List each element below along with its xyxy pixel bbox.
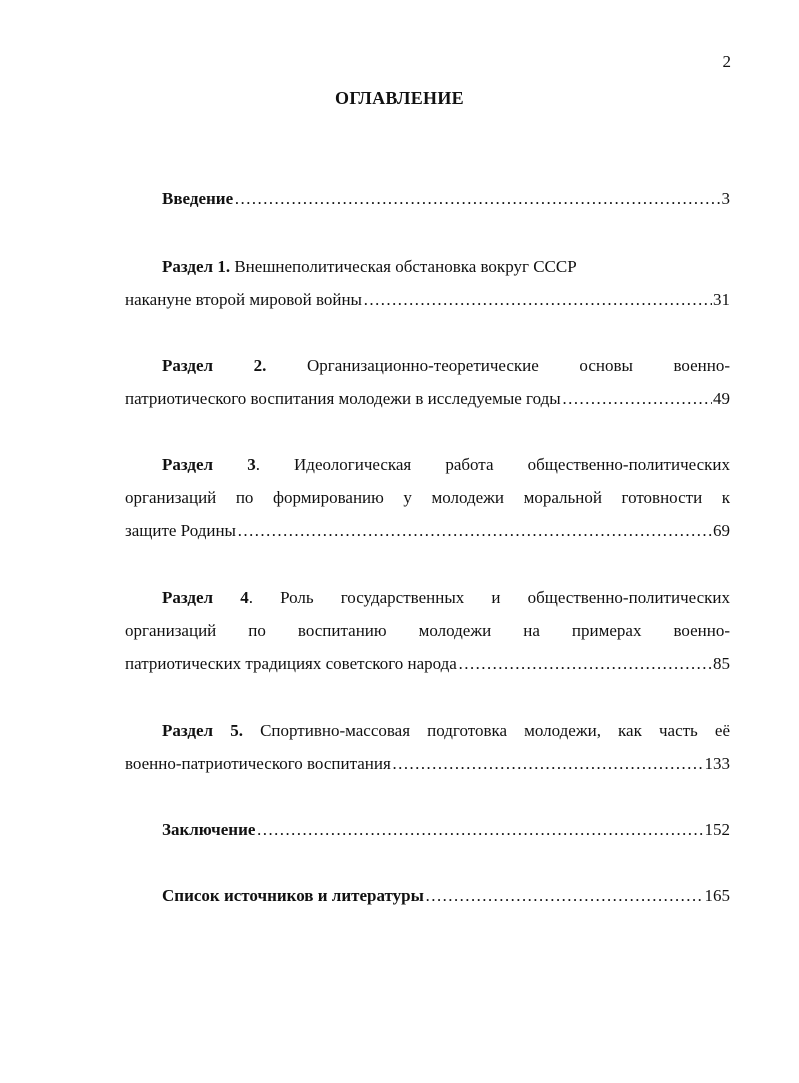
toc-label: Заключение: [162, 820, 256, 839]
toc-label: Введение: [162, 189, 234, 208]
toc-entry-section-4[interactable]: [125, 581, 730, 680]
page-number: 2: [722, 52, 731, 71]
toc-text: военно-: [673, 356, 731, 375]
toc-entry-section-5[interactable]: [125, 714, 730, 780]
dot-leader: [234, 182, 720, 215]
toc-text: основы: [579, 356, 633, 375]
toc-page: 165: [704, 886, 730, 905]
toc-page: 152: [704, 820, 730, 839]
toc-entry-section-2[interactable]: [125, 349, 730, 415]
toc-entry-section-1[interactable]: [125, 250, 730, 316]
toc-text: накануне второй мировой войны: [125, 290, 362, 309]
toc-section-head: Раздел: [162, 356, 214, 375]
toc-section-head: Раздел 5.: [162, 721, 243, 740]
toc-section-head: Раздел: [162, 455, 214, 474]
toc-section-number: 4: [240, 588, 249, 607]
toc-text: патриотических традициях советского народа: [125, 654, 457, 673]
toc-text: . Идеологическая работа общественно-политических: [255, 455, 730, 474]
toc-entry-section-3[interactable]: [125, 448, 730, 547]
toc-text: Спортивно-массовая подготовка молодежи, как часть её: [260, 721, 731, 740]
toc-page: 3: [721, 189, 730, 208]
toc-text: Организационно-теоретические: [307, 356, 539, 375]
toc-page: 49: [713, 389, 730, 408]
dot-leader: [363, 283, 712, 316]
toc-text: военно-патриотического воспитания: [125, 754, 391, 773]
toc-text: Внешнеполитическая обстановка вокруг СССР: [234, 257, 577, 276]
page-title: ОГЛАВЛЕНИЕ: [335, 88, 464, 108]
toc-section-number: 2.: [253, 356, 267, 375]
toc-text: защите Родины: [125, 521, 236, 540]
dot-leader: [256, 813, 703, 846]
toc-section-number: 3: [247, 455, 256, 474]
toc-page: 133: [704, 754, 730, 773]
toc-entry-introduction[interactable]: [125, 182, 730, 215]
toc-text: патриотического воспитания молодежи в исследуемые годы: [125, 389, 561, 408]
dot-leader: [562, 382, 712, 415]
dot-leader: [425, 879, 704, 912]
dot-leader: [458, 647, 712, 680]
toc-text: . Роль государственных и общественно-политических: [248, 588, 730, 607]
toc-page: 69: [713, 521, 730, 540]
toc-text: организаций по формированию у молодежи моральной готовности к: [125, 488, 730, 507]
toc-section-head: Раздел 1.: [162, 257, 231, 276]
toc-entry-conclusion[interactable]: [125, 813, 730, 846]
toc-section-head: Раздел: [162, 588, 214, 607]
toc-page: 31: [713, 290, 730, 309]
toc-text: организаций по воспитанию молодежи на примерах военно-: [125, 621, 730, 640]
dot-leader: [237, 514, 712, 547]
toc-entry-sources[interactable]: [125, 879, 730, 912]
dot-leader: [392, 747, 704, 780]
toc-label: Список источников и литературы: [162, 886, 424, 905]
toc-page: 85: [713, 654, 730, 673]
